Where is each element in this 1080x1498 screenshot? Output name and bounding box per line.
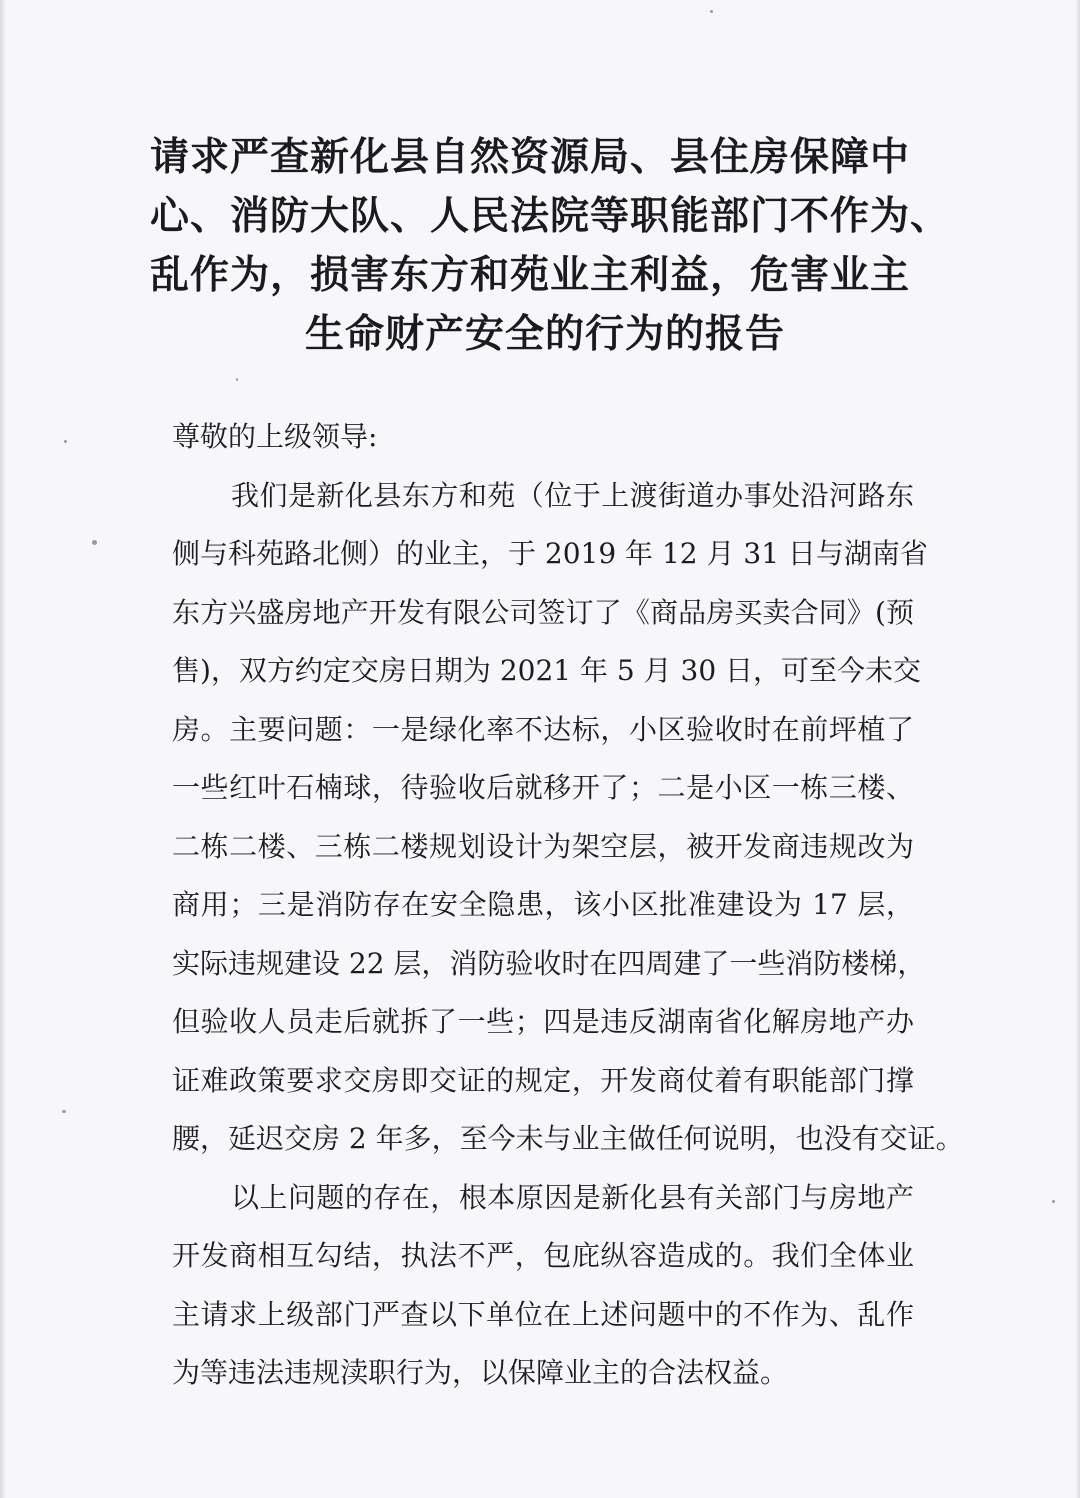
title-line: 心、消防大队、人民法院等职能部门不作为、 bbox=[150, 193, 951, 239]
paragraph-2 bbox=[172, 1169, 914, 1403]
paragraph-line: 但验收人员走后就拆了一些；四是违反湖南省化解房地产办 bbox=[172, 1005, 914, 1038]
paragraph-1 bbox=[172, 467, 964, 1169]
paragraph-line: 开发商相互勾结，执法不严，包庇纵容造成的。我们全体业 bbox=[172, 1239, 914, 1272]
scan-speck bbox=[64, 440, 67, 443]
page-left-edge-shadow bbox=[0, 0, 6, 1498]
page-right-edge-shadow bbox=[1075, 0, 1080, 1498]
scan-speck bbox=[236, 378, 238, 381]
paragraph-line: 我们是新化县东方和苑（位于上渡街道办事处沿河路东 bbox=[231, 478, 914, 512]
salutation: 尊敬的上级领导: bbox=[172, 420, 378, 453]
paragraph-line: 为等违法违规渎职行为，以保障业主的合法权益。 bbox=[172, 1356, 789, 1389]
paragraph-line: 腰，延迟交房 2 年多，至今未与业主做任何说明，也没有交证。 bbox=[172, 1122, 964, 1155]
paragraph-line: 以上问题的存在，根本原因是新化县有关部门与房地产 bbox=[231, 1180, 914, 1214]
title-line: 乱作为，损害东方和苑业主利益，危害业主 bbox=[150, 252, 911, 298]
paragraph-line: 二栋二楼、三栋二楼规划设计为架空层，被开发商违规改为 bbox=[172, 829, 914, 863]
paragraph-line: 东方兴盛房地产开发有限公司签订了《商品房买卖合同》(预 bbox=[172, 595, 914, 629]
paragraph-line: 商用；三是消防存在安全隐患，该小区批准建设为 17 层， bbox=[172, 888, 914, 921]
title-line: 请求严查新化县自然资源局、县住房保障中 bbox=[150, 134, 911, 180]
title-line: 生命财产安全的行为的报告 bbox=[304, 311, 785, 357]
paragraph-line: 侧与科苑路北侧）的业主，于 2019 年 12 月 31 日与湖南省 bbox=[172, 537, 928, 570]
document-title bbox=[150, 128, 951, 364]
paragraph-line: 售)，双方约定交房日期为 2021 年 5 月 30 日，可至今未交 bbox=[172, 654, 922, 687]
scan-speck bbox=[62, 1110, 66, 1113]
paragraph-line: 一些红叶石楠球，待验收后就移开了；二是小区一栋三楼、 bbox=[172, 771, 914, 804]
paragraph-line: 房。主要问题：一是绿化率不达标，小区验收时在前坪植了 bbox=[172, 712, 914, 746]
scan-speck bbox=[1052, 1200, 1055, 1203]
paragraph-line: 主请求上级部门严查以下单位在上述问题中的不作为、乱作 bbox=[172, 1297, 914, 1331]
scan-speck bbox=[710, 10, 713, 13]
paragraph-line: 实际违规建设 22 层，消防验收时在四周建了一些消防楼梯， bbox=[172, 946, 926, 980]
scan-speck bbox=[92, 540, 97, 545]
document-body bbox=[172, 408, 964, 1403]
paragraph-line: 证难政策要求交房即交证的规定，开发商仗着有职能部门撑 bbox=[172, 1063, 914, 1097]
